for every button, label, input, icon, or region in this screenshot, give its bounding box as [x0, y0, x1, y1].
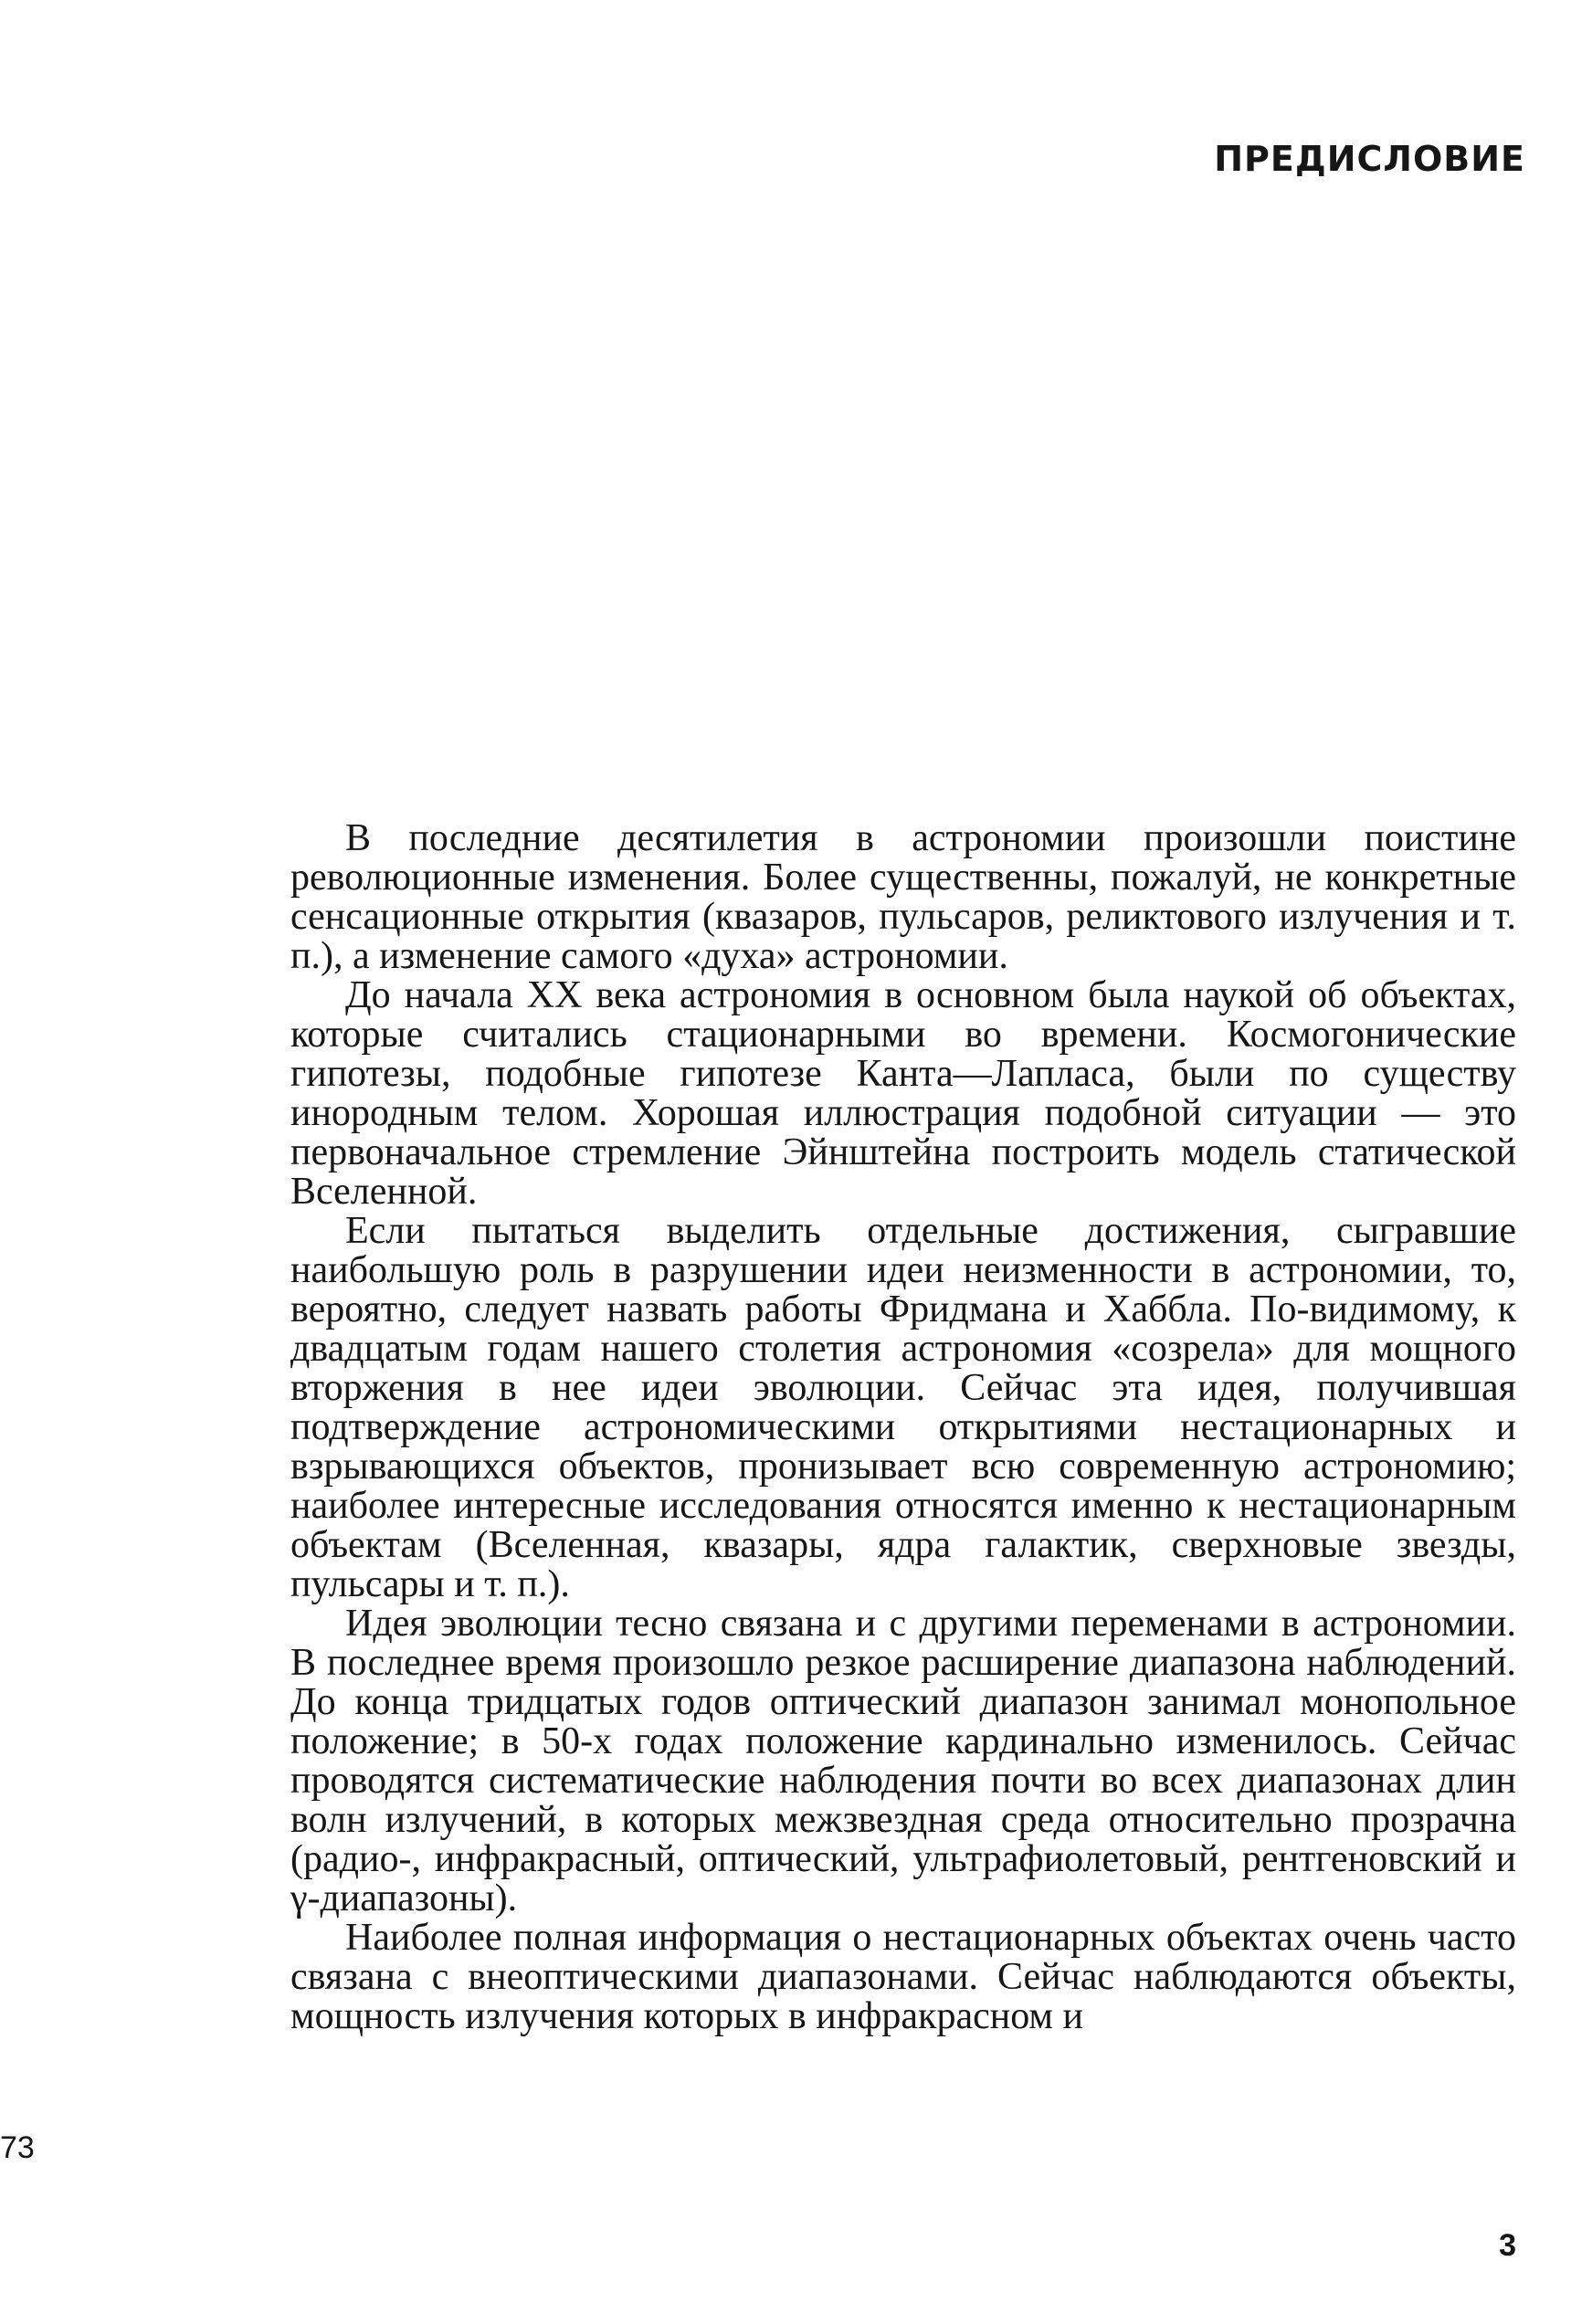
paragraph: Если пытаться выделить отдельные достижения, сыгравшие наибольшую роль в разрушении идеи неизменности в астрономии, то, вероятно, следует назвать работы Фридмана и Хаббла. По-видимому, к двадцатым годам нашего столетия астрономия «созрела» для мощного вторжения в нее идеи эволюции. Сейчас эта идея, получившая подтверждение астрономическими открытиями нестационарных и взрывающихся объектов, пронизывает всю современную астрономию; наиболее интересные исследования относятся именно к нестационарным объектам (Вселенная, квазары, ядра галактик, сверхновые звезды, пульсары и т. п.).	[290, 1210, 1516, 1605]
paragraph: До начала XX века астрономия в основном была наукой об объектах, которые считались стационарными во времени. Космогонические гипотезы, подобные гипотезе Канта—Лапласа, были по существу инородным телом. Хорошая иллюстрация подобной ситуации — это первоначальное стремление Эйнштейна построить модель статической Вселенной.	[290, 974, 1516, 1213]
paragraph: Идея эволюции тесно связана и с другими переменами в астрономии. В последнее время произошло резкое расширение диапазона наблюдений. До конца тридцатых годов оптический диапазон занимал монопольное положение; в 50-х годах положение кардинально изменилось. Сейчас проводятся систематические наблюдения почти во всех диапазонах длин волн излучений, в которых межзвездная среда относительно прозрачна (радио-, инфракрасный, оптический, ультрафиолетовый, рентгеновский и γ-диапазоны).	[290, 1603, 1516, 1919]
body-text	[290, 819, 1516, 2036]
margin-number: 73	[0, 2130, 35, 2165]
page-heading: ПРЕДИСЛОВИЕ	[1214, 139, 1525, 179]
paragraph: Наиболее полная информация о нестационарных объектах очень часто связана с внеоптическими диапазонами. Сейчас наблюдаются объекты, мощность излучения которых в инфракрасном и	[290, 1917, 1516, 2037]
page-number: 3	[1499, 2228, 1516, 2263]
paragraph: В последние десятилетия в астрономии произошли поистине революционные изменения. Более существенны, пожалуй, не конкретные сенсационные открытия (квазаров, пульсаров, реликтового излучения и т. п.), а изменение самого «духа» астрономии.	[290, 817, 1516, 977]
